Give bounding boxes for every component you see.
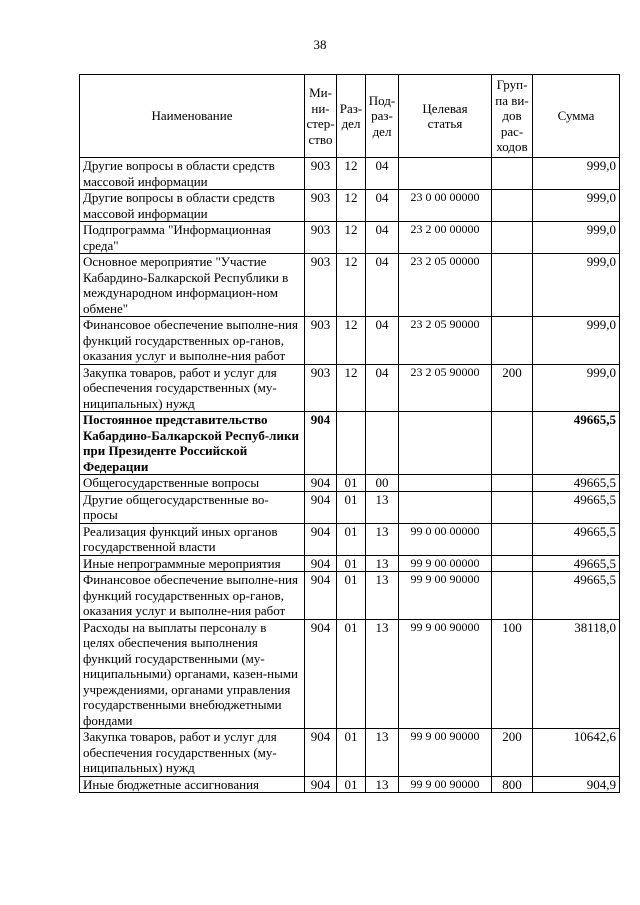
cell-name: Иные непрограммные мероприятия [80,555,305,572]
table-row [80,190,620,222]
cell-group: 200 [492,729,533,777]
cell-group [492,555,533,572]
cell-ministry: 903 [305,190,337,222]
cell-ministry: 904 [305,475,337,492]
cell-article: 99 9 00 00000 [399,555,492,572]
cell-article: 23 2 05 90000 [399,317,492,365]
cell-article [399,158,492,190]
header-group: Груп- па ви- дов рас- ходов [492,75,533,158]
cell-sum: 49665,5 [533,491,620,523]
cell-sum: 999,0 [533,254,620,317]
cell-name: Закупка товаров, работ и услуг для обеспечения государственных (му-ниципальных) нужд [80,364,305,412]
cell-sum: 49665,5 [533,572,620,620]
cell-sum: 49665,5 [533,475,620,492]
table-row [80,158,620,190]
table-row [80,364,620,412]
cell-section: 01 [337,523,366,555]
cell-name: Финансовое обеспечение выполне-ния функций государственных ор-ганов, оказания услуг и выполне-ния работ [80,572,305,620]
cell-subsection: 04 [366,317,399,365]
cell-name: Финансовое обеспечение выполне-ния функций государственных ор-ганов, оказания услуг и выполне-ния работ [80,317,305,365]
header-ministry: Ми- ни- стер- ство [305,75,337,158]
cell-ministry: 903 [305,364,337,412]
cell-subsection: 13 [366,619,399,729]
header-section: Раз- дел [337,75,366,158]
cell-name: Подпрограмма "Информационная среда" [80,222,305,254]
cell-subsection: 04 [366,364,399,412]
cell-section: 01 [337,729,366,777]
table-row [80,491,620,523]
cell-sum: 38118,0 [533,619,620,729]
cell-ministry: 904 [305,729,337,777]
cell-ministry: 904 [305,412,337,475]
cell-name: Постоянное представительство Кабардино-Балкарской Респуб-лики при Президенте Российской Федерации [80,412,305,475]
cell-subsection: 13 [366,572,399,620]
table-row [80,776,620,793]
cell-sum: 999,0 [533,222,620,254]
cell-article: 99 9 00 90000 [399,619,492,729]
cell-ministry: 904 [305,776,337,793]
cell-section: 12 [337,158,366,190]
cell-article: 23 2 05 00000 [399,254,492,317]
cell-group [492,190,533,222]
cell-subsection: 13 [366,491,399,523]
cell-group [492,491,533,523]
cell-name: Другие вопросы в области средств массовой информации [80,190,305,222]
cell-sum: 49665,5 [533,555,620,572]
cell-subsection: 13 [366,555,399,572]
cell-name: Другие общегосударственные во-просы [80,491,305,523]
cell-sum: 999,0 [533,158,620,190]
cell-sum: 999,0 [533,317,620,365]
cell-section: 01 [337,555,366,572]
cell-group [492,572,533,620]
cell-name: Реализация функций иных органов государственной власти [80,523,305,555]
table-row [80,729,620,777]
cell-sum: 49665,5 [533,523,620,555]
table-row [80,254,620,317]
cell-article: 23 2 05 90000 [399,364,492,412]
cell-group [492,523,533,555]
cell-group: 200 [492,364,533,412]
cell-section: 12 [337,364,366,412]
table-row [80,572,620,620]
cell-subsection: 04 [366,190,399,222]
cell-section: 12 [337,190,366,222]
cell-name: Общегосударственные вопросы [80,475,305,492]
table-body [80,158,620,793]
cell-group [492,222,533,254]
page-number: 38 [313,37,327,52]
header-sum: Сумма [533,75,620,158]
cell-group [492,475,533,492]
header-name: Наименование [80,75,305,158]
cell-group [492,158,533,190]
table-row [80,555,620,572]
cell-article: 99 9 00 90000 [399,572,492,620]
cell-section: 12 [337,317,366,365]
cell-name: Другие вопросы в области средств массовой информации [80,158,305,190]
cell-article: 99 0 00 00000 [399,523,492,555]
cell-section: 12 [337,222,366,254]
cell-article: 23 0 00 00000 [399,190,492,222]
cell-article: 99 9 00 90000 [399,776,492,793]
cell-subsection: 04 [366,158,399,190]
cell-name: Закупка товаров, работ и услуг для обеспечения государственных (му-ниципальных) нужд [80,729,305,777]
cell-subsection: 13 [366,776,399,793]
table-row [80,619,620,729]
cell-group [492,317,533,365]
cell-ministry: 903 [305,158,337,190]
cell-section: 12 [337,254,366,317]
header-row [80,75,620,158]
table-row [80,222,620,254]
table-row [80,475,620,492]
cell-subsection: 04 [366,222,399,254]
cell-subsection: 13 [366,729,399,777]
header-subsection: Под- раз- дел [366,75,399,158]
cell-subsection: 00 [366,475,399,492]
cell-name: Иные бюджетные ассигнования [80,776,305,793]
cell-ministry: 903 [305,222,337,254]
cell-group [492,412,533,475]
budget-table [79,74,620,793]
cell-ministry: 904 [305,572,337,620]
cell-sum: 904,9 [533,776,620,793]
header-article: Целевая статья [399,75,492,158]
cell-ministry: 904 [305,523,337,555]
cell-group: 100 [492,619,533,729]
cell-ministry: 903 [305,317,337,365]
cell-article: 99 9 00 90000 [399,729,492,777]
cell-ministry: 903 [305,254,337,317]
cell-section: 01 [337,572,366,620]
cell-article [399,491,492,523]
cell-subsection: 04 [366,254,399,317]
cell-article: 23 2 00 00000 [399,222,492,254]
cell-sum: 999,0 [533,364,620,412]
cell-article [399,412,492,475]
cell-section: 01 [337,776,366,793]
cell-ministry: 904 [305,619,337,729]
cell-subsection [366,412,399,475]
cell-group: 800 [492,776,533,793]
cell-ministry: 904 [305,491,337,523]
cell-article [399,475,492,492]
cell-section: 01 [337,619,366,729]
table-row [80,412,620,475]
cell-ministry: 904 [305,555,337,572]
cell-name: Основное мероприятие "Участие Кабардино-Балкарской Республики в международном информацион-ном обмене" [80,254,305,317]
cell-sum: 49665,5 [533,412,620,475]
cell-subsection: 13 [366,523,399,555]
cell-section [337,412,366,475]
cell-section: 01 [337,491,366,523]
cell-section: 01 [337,475,366,492]
cell-sum: 999,0 [533,190,620,222]
cell-sum: 10642,6 [533,729,620,777]
cell-name: Расходы на выплаты персоналу в целях обеспечения выполнения функций государственными (му-ниципальными) органами, казен-ными учреждениями, органами управления государственными внебюджетными фондами [80,619,305,729]
cell-group [492,254,533,317]
table-row [80,317,620,365]
table-row [80,523,620,555]
